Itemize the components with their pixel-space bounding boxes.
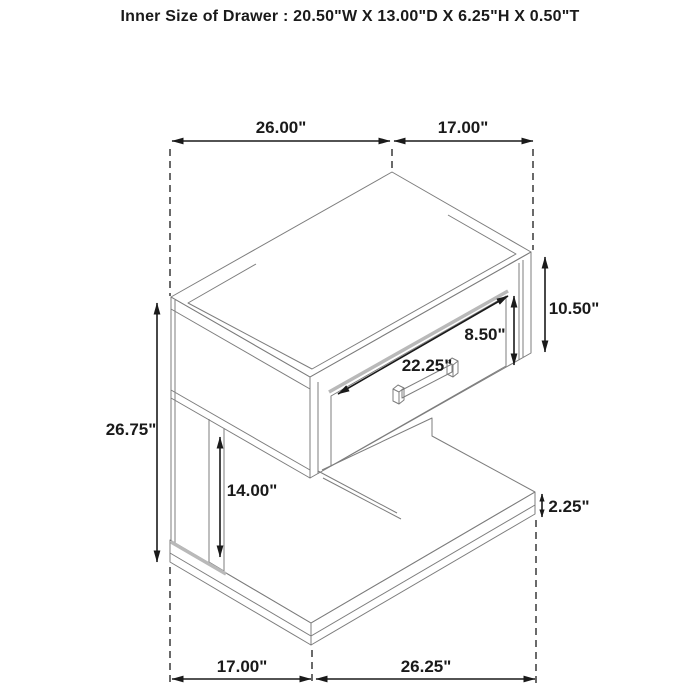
base-front-left-face (170, 540, 311, 645)
back-panel-bottom-lines (318, 471, 401, 519)
label-base-width: 26.25" (400, 657, 452, 676)
label-base-thickness: 2.25" (548, 497, 590, 516)
label-cabinet-height: 10.50" (548, 299, 600, 318)
cabinet-left-face-bottom-band (171, 390, 310, 470)
base-front-left-band (170, 553, 311, 636)
dimension-labels (106, 118, 600, 676)
nightstand-drawing (170, 172, 535, 645)
back-panel-edge (322, 418, 535, 492)
label-top-depth: 17.00" (437, 118, 489, 137)
cabinet-top-face (171, 172, 531, 377)
cabinet-left-face-top-band (171, 309, 310, 389)
base-front-right-band (311, 505, 535, 636)
label-open-shelf-height: 14.00" (226, 481, 278, 500)
label-top-width: 26.00" (255, 118, 307, 137)
label-drawer-face-height: 8.50" (464, 325, 506, 344)
label-base-depth: 17.00" (216, 657, 268, 676)
base-front-right-face (311, 492, 535, 645)
label-overall-height: 26.75" (105, 420, 157, 439)
dimension-lines (157, 141, 545, 679)
diagram-title: Inner Size of Drawer : 20.50"W X 13.00"D X 6.25"H X 0.50"T (120, 8, 580, 25)
cabinet-top-inner-border (188, 215, 516, 369)
extension-lines (170, 149, 536, 686)
side-panel-front-edge (209, 419, 224, 571)
base-top-face (170, 492, 535, 623)
label-drawer-face-width: 22.25" (401, 356, 453, 375)
cabinet-left-face (171, 297, 310, 478)
